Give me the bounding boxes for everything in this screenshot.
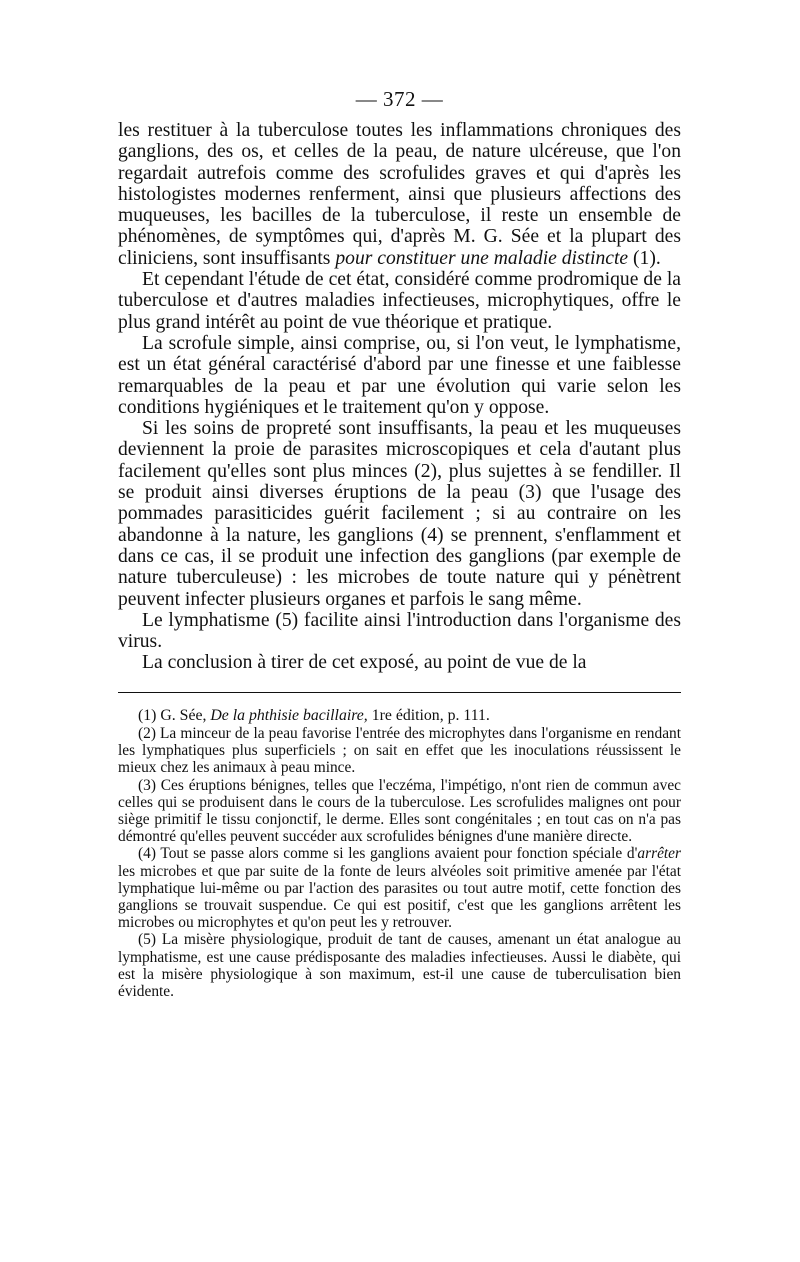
paragraph-2: Et cependant l'étude de cet état, considéré comme prodromique de la tuberculose et d'autres maladies infectieuses, microphytiques, offre le plus grand intérêt au point de vue théorique et pratique. — [118, 269, 681, 333]
paragraph-5: Le lymphatisme (5) facilite ainsi l'introduction dans l'organisme des virus. — [118, 609, 681, 653]
book-page — [118, 84, 681, 1000]
footnote-3: (3) Ces éruptions bénignes, telles que l'eczéma, l'impétigo, n'ont rien de commun avec celles qui se produisent dans le cours de la tuberculose. Les scrofulides malignes ont pour siège primitif le tissu conjonctif, le derme. Elles sont congénitales ; en tout cas on n'a pas démontré qu'elles peuvent succéder aux scrofulides bénignes d'une manière directe. — [118, 776, 681, 846]
paragraph-3: La scrofule simple, ainsi comprise, ou, si l'on veut, le lymphatisme, est un état général caractérisé d'abord par une finesse et une faiblesse remarquables de la peau et par une évolution qui varie selon les conditions hygiéniques et le traitement qu'on y oppose. — [118, 332, 681, 418]
footnote-1 — [118, 707, 681, 724]
paragraph-1-emphasis: pour constituer une maladie distincte — [335, 247, 629, 269]
footnote-divider — [118, 692, 681, 693]
paragraph-1-text: les restituer à la tuberculose toutes les inflammations chroniques des ganglions, des os, et celles de la peau, de nature ulcéreuse, que l'on regardait autrefois comme des scrofulides graves et qui d'après les histologistes modernes renferment, ainsi que plusieurs affections des muqueuses, les bacilles de la tuberculose, il reste un ensemble de phénomènes, de symptômes qui, d'après M. G. Sée et la plupart des cliniciens, sont insuffisants — [118, 120, 681, 269]
paragraph-1-end: (1). — [628, 247, 661, 269]
footnote-1-text: (1) G. Sée, — [138, 706, 211, 724]
footnotes — [118, 707, 681, 1000]
footnote-5: (5) La misère physiologique, produit de tant de causes, amenant un état analogue au lymphatisme, est une cause prédisposante des maladies infectieuses. Aussi le diabète, qui est la misère physiologique à son maximum, est-il une cause de tuberculisation bien évidente. — [118, 931, 681, 1000]
paragraph-1 — [118, 120, 681, 269]
paragraph-4: Si les soins de propreté sont insuffisants, la peau et les muqueuses deviennent la proie de parasites microscopiques et cela d'autant plus facilement qu'elles sont plus minces (2), plus sujettes à se fendiller. Il se produit ainsi diverses éruptions de la peau (3) que l'usage des pommades parasiticides guérit facilement ; si au contraire on les abandonne à la nature, les ganglions (4) se prennent, s'enflamment et dans ce cas, il se produit une infection des ganglions (par exemple de nature tuberculeuse) : les microbes de toute nature qui y pénètrent peuvent infecter plusieurs organes et parfois le sang même. — [118, 418, 681, 610]
body-text — [118, 120, 681, 674]
footnote-4-text: (4) Tout se passe alors comme si les ganglions avaient pour fonction spéciale d' — [138, 845, 638, 863]
footnote-1-title: De la phthisie bacillaire, — [210, 706, 368, 724]
page-number: — 372 — — [355, 87, 444, 111]
footnote-2: (2) La minceur de la peau favorise l'entrée des microphytes dans l'organisme en rendant les lymphatiques plus superficiels ; on sait en effet que les inoculations réussissent le mieux chez les animaux à peau mince. — [118, 724, 681, 777]
paragraph-6: La conclusion à tirer de cet exposé, au point de vue de la — [142, 652, 587, 674]
footnote-4-end: les microbes et que par suite de la fonte de leurs alvéoles soit primitive amenée par l'état lymphatique lui-même ou par l'action des parasites ou tout autre motif, cette fonction des ganglions se trouvait suspendue. Ce qui est positif, c'est que les ganglions arrêtent les microbes ou microphytes et qu'on peut les y retrouver. — [118, 862, 681, 932]
footnote-1-end: 1re édition, p. 111. — [367, 706, 490, 724]
footnote-4 — [118, 845, 681, 931]
footnote-4-emphasis: arrêter — [637, 845, 681, 863]
